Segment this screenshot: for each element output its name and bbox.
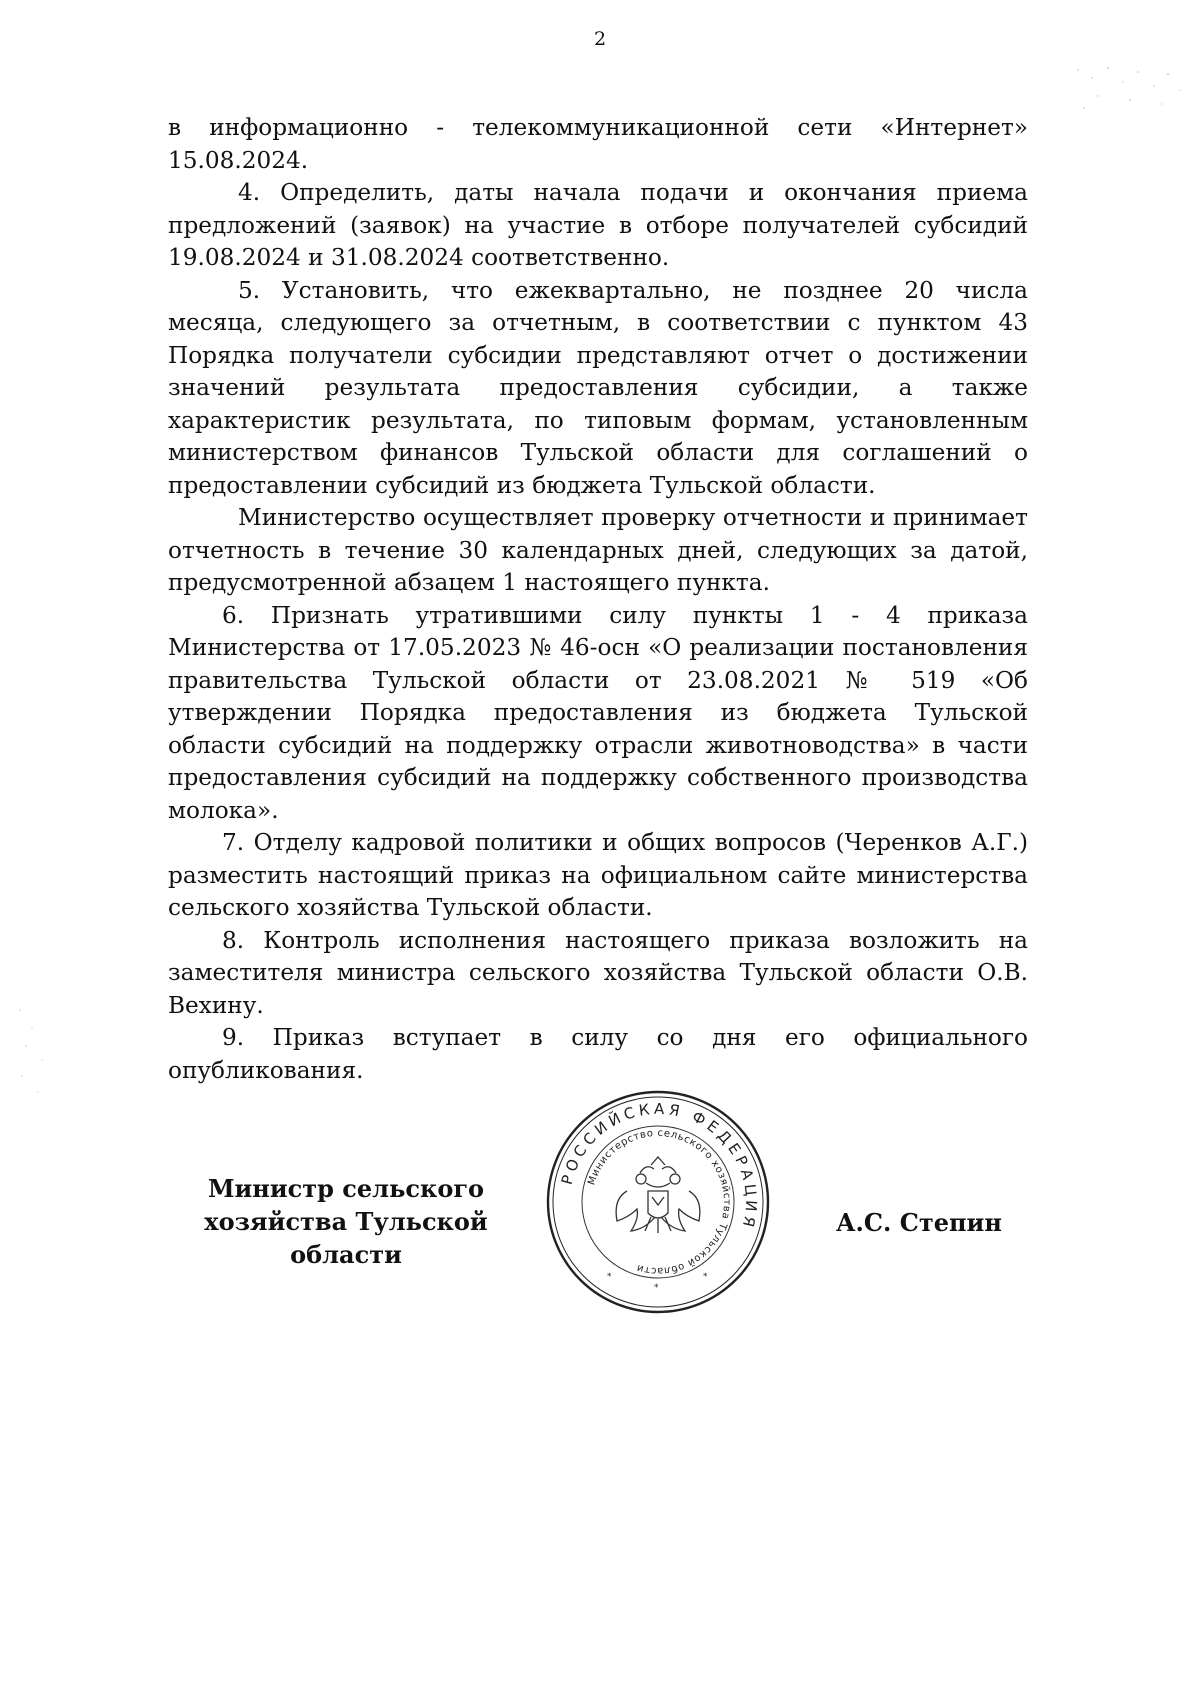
- scan-noise-top-right: [1068, 60, 1188, 120]
- paragraph-item-6: 6. Признать утратившими силу пункты 1 - 4 приказа Министерства от 17.05.2023 № 46-осн «О реализации постановления правительства Тульской области от 23.08.2021 № 519 «Об утверждении Порядка предоставления из бюджета Тульской области субсидий на поддержку отрасли животноводства» в части предоставления субсидий на поддержку собственного производства молока».: [168, 601, 1028, 824]
- eagle-emblem-icon: [616, 1157, 700, 1233]
- signatory-position-line-2: хозяйства Тульской: [204, 1207, 488, 1236]
- signatory-name: А.С. Степин: [836, 1208, 1002, 1237]
- document-body: [168, 112, 1028, 1087]
- official-seal: [543, 1087, 773, 1317]
- svg-text:*: *: [703, 1272, 708, 1282]
- page-number: 2: [593, 28, 607, 50]
- svg-text:*: *: [654, 1283, 659, 1293]
- paragraph-item-8: 8. Контроль исполнения настоящего приказа возложить на заместителя министра сельского хозяйства Тульской области О.В. Вехину.: [168, 926, 1028, 1019]
- signatory-position-line-1: Министр сельского: [207, 1174, 485, 1203]
- svg-text:Министерство сельского хозяйст: Министерство сельского хозяйства Тульской области: [586, 1127, 733, 1277]
- paragraph-item-7: 7. Отделу кадровой политики и общих вопросов (Черенков А.Г.) разместить настоящий приказ на официальном сайте министерства сельского хозяйства Тульской области.: [168, 829, 1028, 921]
- paragraph-continuation: в информационно - телекоммуникационной сети «Интернет» 15.08.2024.: [168, 114, 1028, 174]
- svg-text:РОССИЙСКАЯ ФЕДЕРАЦИЯ: РОССИЙСКАЯ ФЕДЕРАЦИЯ: [557, 1099, 761, 1233]
- paragraph-item-5: 5. Установить, что ежеквартально, не позднее 20 числа месяца, следующего за отчетным, в соответствии с пунктом 43 Порядка получатели субсидии представляют отчет о достижении значений результата предоставления субсидии, а также характеристик результата, по типовым формам, установленным министерством финансов Тульской области для соглашений о предоставлении субсидий из бюджета Тульской области.: [168, 276, 1028, 499]
- svg-text:*: *: [607, 1272, 612, 1282]
- scan-noise-left: [12, 1000, 62, 1100]
- paragraph-item-9: 9. Приказ вступает в силу со дня его официального опубликования.: [168, 1024, 1028, 1084]
- signatory-position-line-3: области: [290, 1240, 402, 1269]
- signatory-position: [190, 1172, 502, 1271]
- paragraph-item-5-subparagraph: Министерство осуществляет проверку отчетности и принимает отчетность в течение 30 календарных дней, следующих за датой, предусмотренной абзацем 1 настоящего пункта.: [168, 504, 1028, 596]
- paragraph-item-4: 4. Определить, даты начала подачи и окончания приема предложений (заявок) на участие в отборе получателей субсидий 19.08.2024 и 31.08.2024 соответственно.: [168, 179, 1028, 271]
